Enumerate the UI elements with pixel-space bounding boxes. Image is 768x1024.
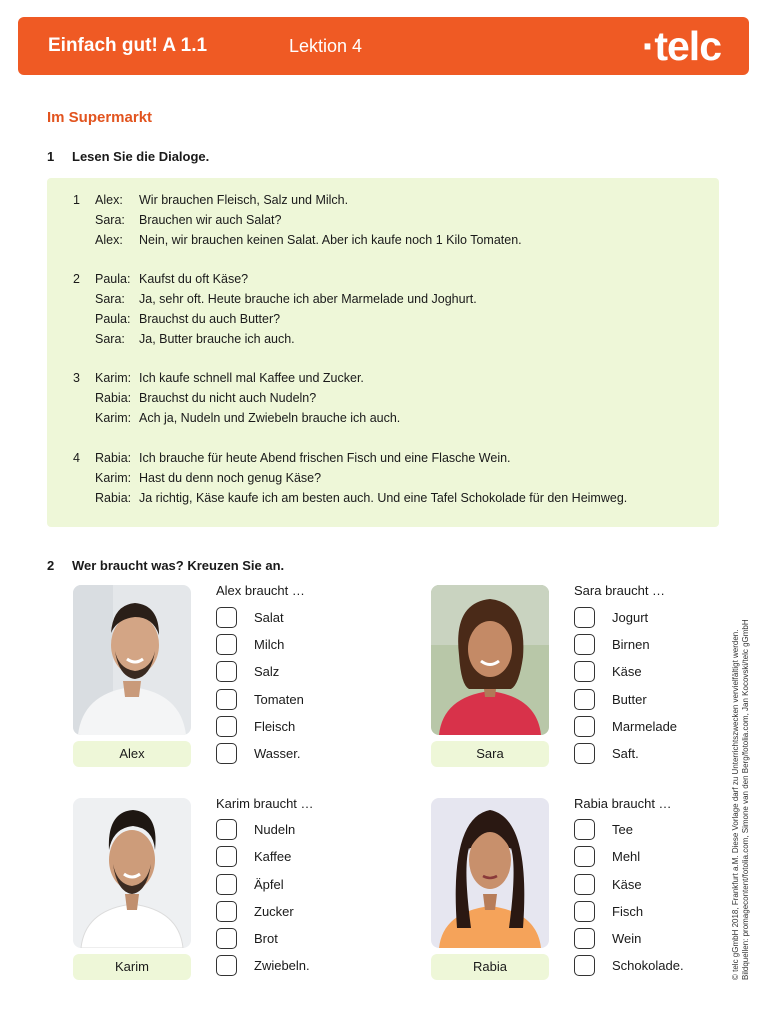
checkbox[interactable] (216, 743, 237, 764)
task-instruction: Lesen Sie die Dialoge. (72, 149, 210, 164)
checkbox[interactable] (216, 901, 237, 922)
option-label: Schokolade. (612, 958, 684, 973)
speaker: Karim: (95, 371, 132, 385)
speaker: Paula: (95, 312, 131, 326)
dialog-number: 1 (73, 193, 80, 207)
utterance: Ja, sehr oft. Heute brauche ich aber Marmelade und Joghurt. (139, 292, 477, 306)
task-instruction: Wer braucht was? Kreuzen Sie an. (72, 558, 285, 573)
copyright-credits (731, 550, 751, 980)
option-label: Kaffee (254, 849, 292, 864)
option-label: Tee (612, 822, 633, 837)
option-label: Milch (254, 637, 285, 652)
checkbox[interactable] (216, 955, 237, 976)
option-label: Fisch (612, 904, 644, 919)
lesson-label: Lektion 4 (289, 36, 363, 56)
speaker: Sara: (95, 332, 125, 346)
telc-logo: ·telc (641, 23, 721, 69)
option-label: Tomaten (254, 692, 304, 707)
speaker: Alex: (95, 233, 123, 247)
option-label: Nudeln (254, 822, 296, 837)
task-number: 2 (47, 558, 55, 573)
utterance: Ja richtig, Käse kaufe ich am besten auch. Und eine Tafel Schokolade für den Heimweg. (139, 491, 628, 505)
checkbox[interactable] (216, 689, 237, 710)
utterance: Brauchst du auch Butter? (139, 312, 281, 326)
utterance: Ich kaufe schnell mal Kaffee und Zucker. (139, 371, 364, 385)
name-label-rabia: Rabia (431, 954, 549, 980)
option-label: Wein (612, 931, 642, 946)
option-label: Salat (254, 610, 284, 625)
dialog-number: 3 (73, 371, 80, 385)
option-label: Käse (612, 664, 642, 679)
utterance: Brauchen wir auch Salat? (139, 213, 282, 227)
utterance: Ach ja, Nudeln und Zwiebeln brauche ich auch. (139, 411, 401, 425)
dialog-line (73, 309, 477, 329)
dialog-number: 2 (73, 272, 80, 286)
task-number: 1 (47, 149, 55, 164)
dialog-line (73, 329, 477, 349)
dialog-line (73, 190, 522, 210)
option-label: Fleisch (254, 719, 296, 734)
checkbox[interactable] (574, 716, 595, 737)
dialog-box (47, 178, 719, 527)
dialog-line (73, 408, 400, 428)
option-label: Mehl (612, 849, 641, 864)
option-label: Birnen (612, 637, 650, 652)
option-label: Marmelade (612, 719, 678, 734)
karim-photo (73, 798, 191, 948)
utterance: Brauchst du nicht auch Nudeln? (139, 391, 317, 405)
speaker: Paula: (95, 272, 131, 286)
dialog-line (73, 269, 477, 289)
checkbox[interactable] (574, 819, 595, 840)
sara-photo (431, 585, 549, 735)
dialog-line (73, 468, 627, 488)
checkbox[interactable] (574, 901, 595, 922)
alex-photo (73, 585, 191, 735)
speaker: Rabia: (95, 491, 132, 505)
speaker: Alex: (95, 193, 123, 207)
checkbox[interactable] (574, 634, 595, 655)
rabia-photo (431, 798, 549, 948)
dialog-line (73, 488, 627, 508)
book-title: Einfach gut! A 1.1 (48, 35, 208, 56)
checkbox[interactable] (574, 689, 595, 710)
speaker: Rabia: (95, 391, 132, 405)
option-label: Wasser. (254, 746, 301, 761)
dialog-line (73, 448, 627, 468)
dialog-line (73, 388, 400, 408)
dialog-2 (73, 269, 477, 349)
dialog-4 (73, 448, 627, 508)
checkbox[interactable] (216, 661, 237, 682)
dialog-1 (73, 190, 522, 250)
copyright-line: © telc gGmbH 2018, Frankfurt a.M. Diese Vorlage darf zu Unterrichtszwecken vervielfältigt werden. (731, 629, 740, 980)
checkbox[interactable] (216, 819, 237, 840)
dialog-line (73, 368, 400, 388)
dialog-line (73, 289, 477, 309)
dialog-line (73, 230, 522, 250)
option-label: Brot (254, 931, 278, 946)
option-label: Käse (612, 877, 642, 892)
utterance: Ja, Butter brauche ich auch. (139, 332, 295, 346)
checkbox[interactable] (574, 874, 595, 895)
task-1-heading (47, 149, 209, 164)
name-label-alex: Alex (73, 741, 191, 767)
checkbox[interactable] (574, 661, 595, 682)
checkbox[interactable] (574, 955, 595, 976)
checkbox[interactable] (574, 928, 595, 949)
checkbox[interactable] (216, 716, 237, 737)
option-label: Zwiebeln. (254, 958, 310, 973)
image-credit-line: Bildquellen: promagecontent/fotolia.com, Simone van den Berg/fotolia.com, Jan Kocovski/telc gGmbH (741, 619, 750, 980)
utterance: Wir brauchen Fleisch, Salz und Milch. (139, 193, 349, 207)
name-label-sara: Sara (431, 741, 549, 767)
checkbox[interactable] (216, 634, 237, 655)
speaker: Sara: (95, 213, 125, 227)
checkbox[interactable] (574, 607, 595, 628)
option-label: Äpfel (254, 877, 284, 892)
rabia-needs-title: Rabia braucht … (574, 796, 672, 811)
dialog-3 (73, 368, 400, 428)
header-banner (18, 17, 749, 75)
speaker: Karim: (95, 471, 132, 485)
option-label: Zucker (254, 904, 294, 919)
checkbox[interactable] (216, 846, 237, 867)
checkbox[interactable] (574, 743, 595, 764)
checkbox[interactable] (216, 928, 237, 949)
option-label: Saft. (612, 746, 639, 761)
option-label: Salz (254, 664, 280, 679)
utterance: Nein, wir brauchen keinen Salat. Aber ich kaufe noch 1 Kilo Tomaten. (139, 233, 522, 247)
checkbox[interactable] (216, 874, 237, 895)
speaker: Karim: (95, 411, 132, 425)
name-label-karim: Karim (73, 954, 191, 980)
utterance: Ich brauche für heute Abend frischen Fisch und eine Flasche Wein. (139, 451, 511, 465)
dialog-line (73, 210, 522, 230)
option-label: Butter (612, 692, 647, 707)
checkbox[interactable] (216, 607, 237, 628)
utterance: Kaufst du oft Käse? (139, 272, 249, 286)
speaker: Rabia: (95, 451, 132, 465)
sara-needs-title: Sara braucht … (574, 583, 666, 598)
option-label: Jogurt (612, 610, 649, 625)
alex-needs-title: Alex braucht … (216, 583, 305, 598)
utterance: Hast du denn noch genug Käse? (139, 471, 322, 485)
section-title: Im Supermarkt (47, 109, 153, 126)
dialog-number: 4 (73, 451, 80, 465)
checkbox[interactable] (574, 846, 595, 867)
karim-needs-title: Karim braucht … (216, 796, 314, 811)
speaker: Sara: (95, 292, 125, 306)
task-2-heading (47, 558, 284, 573)
